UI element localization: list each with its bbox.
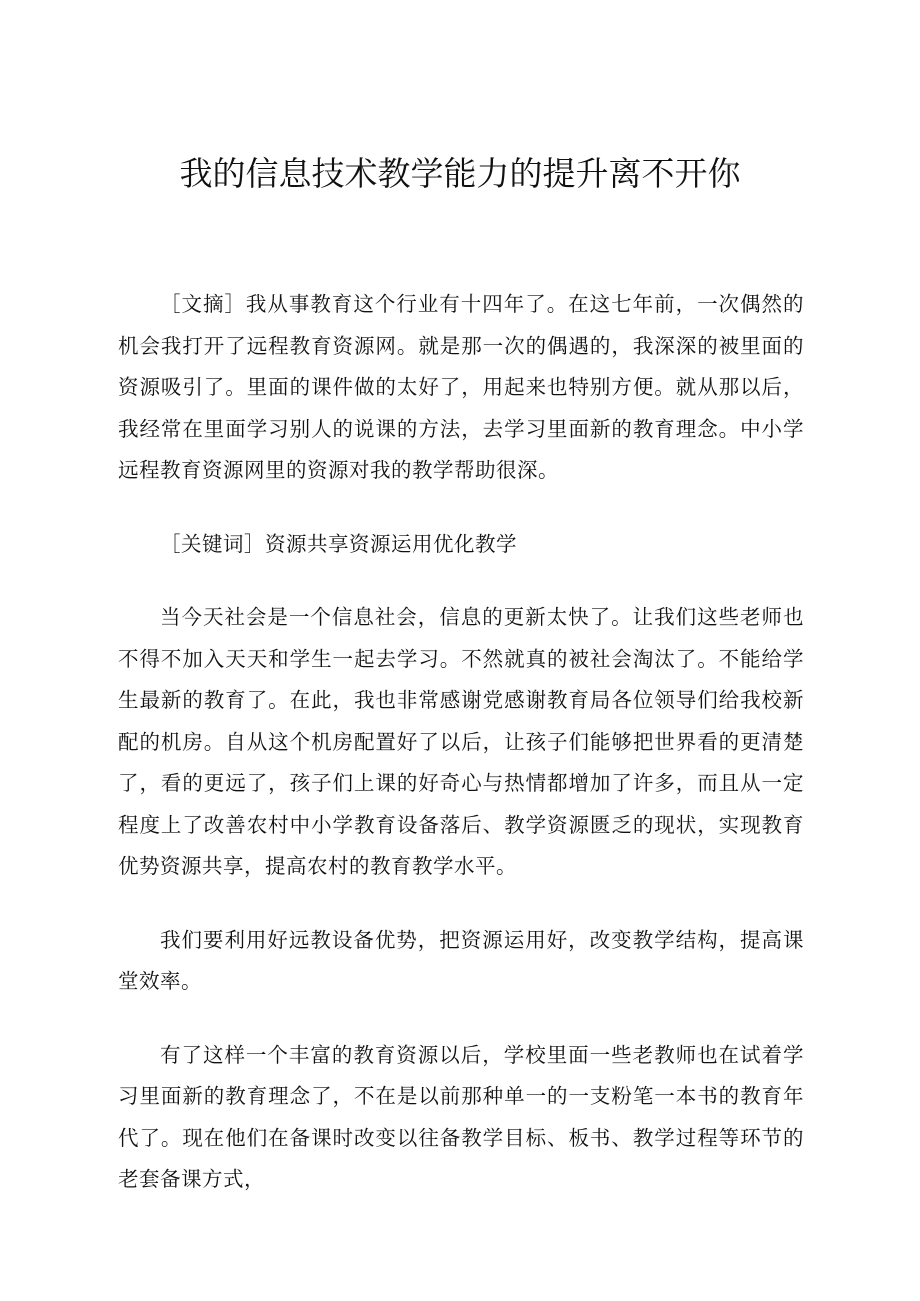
- keywords-paragraph: ［关键词］资源共享资源运用优化教学: [160, 531, 517, 556]
- body-paragraph-2: 我们要利用好远教设备优势，把资源运用好，改变教学结构，提高课堂效率。: [118, 927, 804, 993]
- body-paragraph-1: 当今天社会是一个信息社会，信息的更新太快了。让我们这些老师也不得不加入天天和学生一起去学习。不然就真的被社会淘汰了。不能给学生最新的教育了。在此，我也非常感谢党感谢教育局各位领导们给我校新配的机房。自从这个机房配置好了以后，让孩子们能够把世界看的更清楚了，看的更远了，孩子们上课的好奇心与热情都增加了许多，而且从一定程度上了改善农村中小学教育设备落后、教学资源匮乏的现状，实现教育优势资源共享，提高农村的教育教学水平。: [118, 605, 804, 878]
- document-title: 我的信息技术教学能力的提升离不开你: [179, 154, 741, 193]
- document-body: [118, 284, 804, 1233]
- body-paragraph-3: 有了这样一个丰富的教育资源以后，学校里面一些老教师也在试着学习里面新的教育理念了，不在是以前那种单一的一支粉笔一本书的教育年代了。现在他们在备课时改变以往备教学目标、板书、教学过程等环节的老套备课方式，: [118, 1042, 804, 1191]
- abstract-paragraph: ［文摘］我从事教育这个行业有十四年了。在这七年前，一次偶然的机会我打开了远程教育资源网。就是那一次的偶遇的，我深深的被里面的资源吸引了。里面的课件做的太好了，用起来也特别方便。就从那以后，我经常在里面学习别人的说课的方法，去学习里面新的教育理念。中小学远程教育资源网里的资源对我的教学帮助很深。: [118, 292, 804, 482]
